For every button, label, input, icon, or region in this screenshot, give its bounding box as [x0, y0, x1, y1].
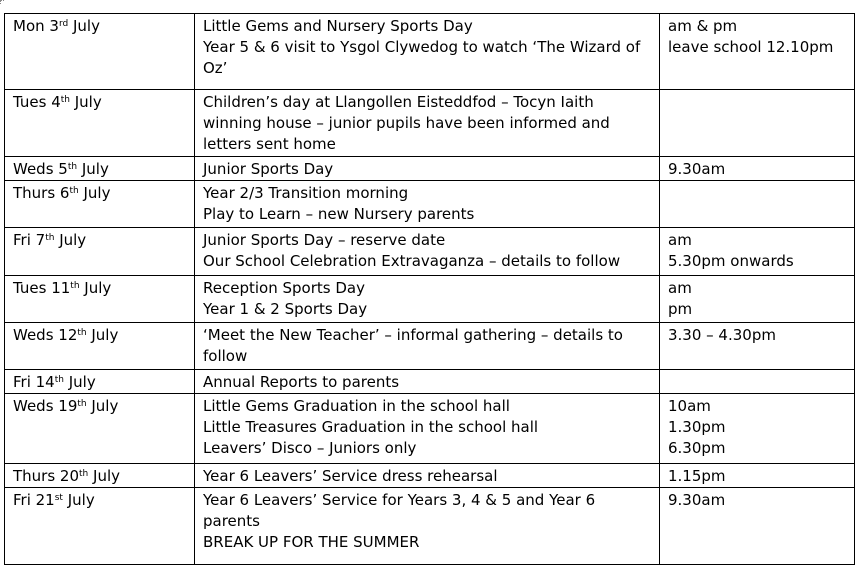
date-cell: Thurs 6th July	[5, 181, 195, 228]
table-row	[5, 370, 855, 394]
event-cell: Year 6 Leavers’ Service dress rehearsal	[195, 464, 660, 488]
time-cell	[660, 370, 855, 394]
page-corner-mark	[0, 0, 4, 4]
table-row	[5, 14, 855, 90]
event-cell: Year 2/3 Transition morning Play to Learn – new Nursery parents	[195, 181, 660, 228]
event-cell: Annual Reports to parents	[195, 370, 660, 394]
date-cell: Weds 19th July	[5, 394, 195, 464]
table-row	[5, 276, 855, 323]
time-cell: am pm	[660, 276, 855, 323]
date-cell: Tues 11th July	[5, 276, 195, 323]
event-cell: Reception Sports Day Year 1 & 2 Sports Day	[195, 276, 660, 323]
date-cell: Mon 3rd July	[5, 14, 195, 90]
time-cell: am 5.30pm onwards	[660, 228, 855, 276]
date-cell: Weds 12th July	[5, 323, 195, 370]
table-row	[5, 90, 855, 157]
event-cell: Year 6 Leavers’ Service for Years 3, 4 & 5 and Year 6 parents BREAK UP FOR THE SUMMER	[195, 488, 660, 565]
time-cell: 1.15pm	[660, 464, 855, 488]
time-cell: 3.30 – 4.30pm	[660, 323, 855, 370]
event-cell: ‘Meet the New Teacher’ – informal gathering – details to follow	[195, 323, 660, 370]
time-cell: 9.30am	[660, 157, 855, 181]
events-table-body	[5, 14, 855, 565]
events-table	[4, 13, 855, 565]
time-cell: 9.30am	[660, 488, 855, 565]
event-cell: Junior Sports Day	[195, 157, 660, 181]
date-cell: Fri 7th July	[5, 228, 195, 276]
table-row	[5, 394, 855, 464]
event-cell: Little Gems and Nursery Sports Day Year 5 & 6 visit to Ysgol Clywedog to watch ‘The Wizard of Oz’	[195, 14, 660, 90]
table-row	[5, 228, 855, 276]
event-cell: Junior Sports Day – reserve date Our School Celebration Extravaganza – details to follow	[195, 228, 660, 276]
table-row	[5, 464, 855, 488]
time-cell: 10am 1.30pm 6.30pm	[660, 394, 855, 464]
table-row	[5, 488, 855, 565]
table-row	[5, 181, 855, 228]
date-cell: Fri 21st July	[5, 488, 195, 565]
event-cell: Little Gems Graduation in the school hall Little Treasures Graduation in the school hall Leavers’ Disco – Juniors only	[195, 394, 660, 464]
time-cell	[660, 90, 855, 157]
time-cell: am & pm leave school 12.10pm	[660, 14, 855, 90]
date-cell: Fri 14th July	[5, 370, 195, 394]
date-cell: Weds 5th July	[5, 157, 195, 181]
time-cell	[660, 181, 855, 228]
date-cell: Tues 4th July	[5, 90, 195, 157]
date-cell: Thurs 20th July	[5, 464, 195, 488]
table-row	[5, 323, 855, 370]
event-cell: Children’s day at Llangollen Eisteddfod – Tocyn Iaith winning house – junior pupils have been informed and letters sent home	[195, 90, 660, 157]
table-row	[5, 157, 855, 181]
